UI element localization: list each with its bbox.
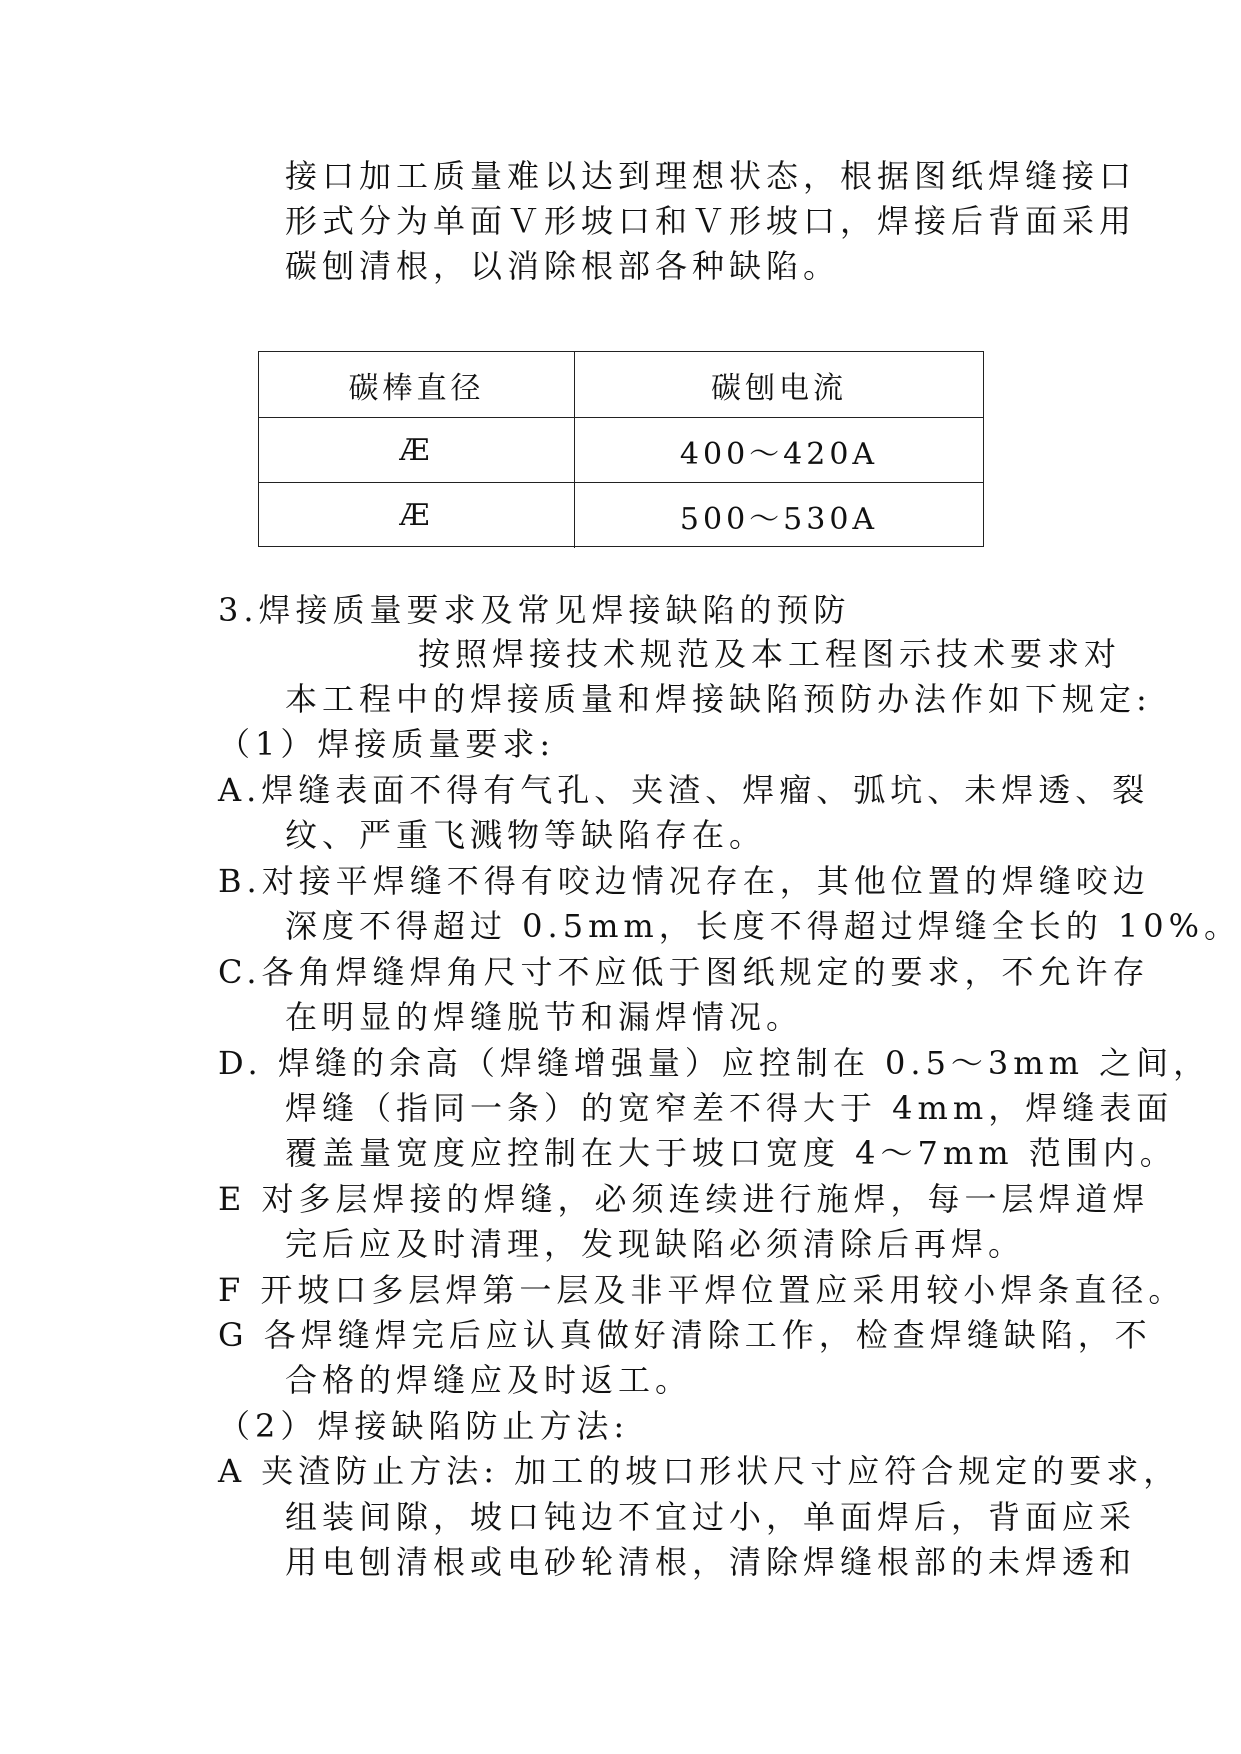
- table-cell-current: 400～420A: [679, 436, 879, 472]
- item-c-line-2: 在明显的焊缝脱节和漏焊情况。: [285, 998, 804, 1036]
- item-f-line-1: F 开坡口多层焊第一层及非平焊位置应采用较小焊条直径。: [218, 1271, 1186, 1309]
- table-header-diameter: 碳棒直径: [259, 352, 575, 417]
- item-e-line-2: 完后应及时清理，发现缺陷必须清除后再焊。: [285, 1225, 1026, 1263]
- defect-a-line-3: 用电刨清根或电砂轮清根，清除焊缝根部的未焊透和: [285, 1543, 1137, 1581]
- table-row: [259, 417, 983, 483]
- intro-line-3: 碳刨清根，以消除根部各种缺陷。: [285, 247, 841, 285]
- table-cell-current: 500～530A: [679, 501, 879, 537]
- sub1-heading: （1）焊接质量要求:: [218, 725, 556, 763]
- item-g-line-2: 合格的焊缝应及时返工。: [285, 1361, 693, 1399]
- item-a-line-2: 纹、严重飞溅物等缺陷存在。: [285, 816, 767, 854]
- intro-line-2: 形式分为单面Ｖ形坡口和Ｖ形坡口，焊接后背面采用: [285, 202, 1137, 240]
- section-intro-line-1: 按照焊接技术规范及本工程图示技术要求对: [418, 635, 1122, 673]
- section-heading: 3.焊接质量要求及常见焊接缺陷的预防: [218, 591, 851, 629]
- sub2-heading: （2）焊接缺陷防止方法:: [218, 1407, 630, 1445]
- table-cell-diameter: Æ: [259, 483, 575, 548]
- defect-a-line-1: A 夹渣防止方法: 加工的坡口形状尺寸应符合规定的要求，: [218, 1452, 1181, 1490]
- defect-a-line-2: 组装间隙，坡口钝边不宜过小，单面焊后，背面应采: [285, 1498, 1137, 1536]
- item-c-line-1: C.各角焊缝焊角尺寸不应低于图纸规定的要求，不允许存: [218, 953, 1150, 991]
- item-d-line-3: 覆盖量宽度应控制在大于坡口宽度 4～7mm 范围内。: [285, 1134, 1177, 1172]
- table-row: [259, 482, 983, 548]
- item-b-line-2: 深度不得超过 0.5mm，长度不得超过焊缝全长的 10%。: [285, 907, 1241, 945]
- table-header-row: [259, 352, 983, 417]
- item-d-line-1: D. 焊缝的余高（焊缝增强量）应控制在 0.5～3mm 之间，: [218, 1044, 1211, 1082]
- item-d-line-2: 焊缝（指同一条）的宽窄差不得大于 4mm，焊缝表面: [285, 1089, 1174, 1127]
- carbon-gouging-table: [258, 351, 984, 547]
- item-b-line-1: B.对接平焊缝不得有咬边情况存在，其他位置的焊缝咬边: [218, 862, 1150, 900]
- item-g-line-1: G 各焊缝焊完后应认真做好清除工作，检查焊缝缺陷，不: [218, 1316, 1152, 1354]
- item-e-line-1: E 对多层焊接的焊缝，必须连续进行施焊，每一层焊道焊: [218, 1180, 1150, 1218]
- item-a-line-1: A.焊缝表面不得有气孔、夹渣、焊瘤、弧坑、未焊透、裂: [218, 771, 1150, 809]
- table-header-current: 碳刨电流: [711, 370, 847, 406]
- table-cell-diameter: Æ: [259, 418, 575, 483]
- section-intro-line-2: 本工程中的焊接质量和焊接缺陷预防办法作如下规定:: [285, 680, 1152, 718]
- intro-line-1: 接口加工质量难以达到理想状态，根据图纸焊缝接口: [285, 157, 1137, 195]
